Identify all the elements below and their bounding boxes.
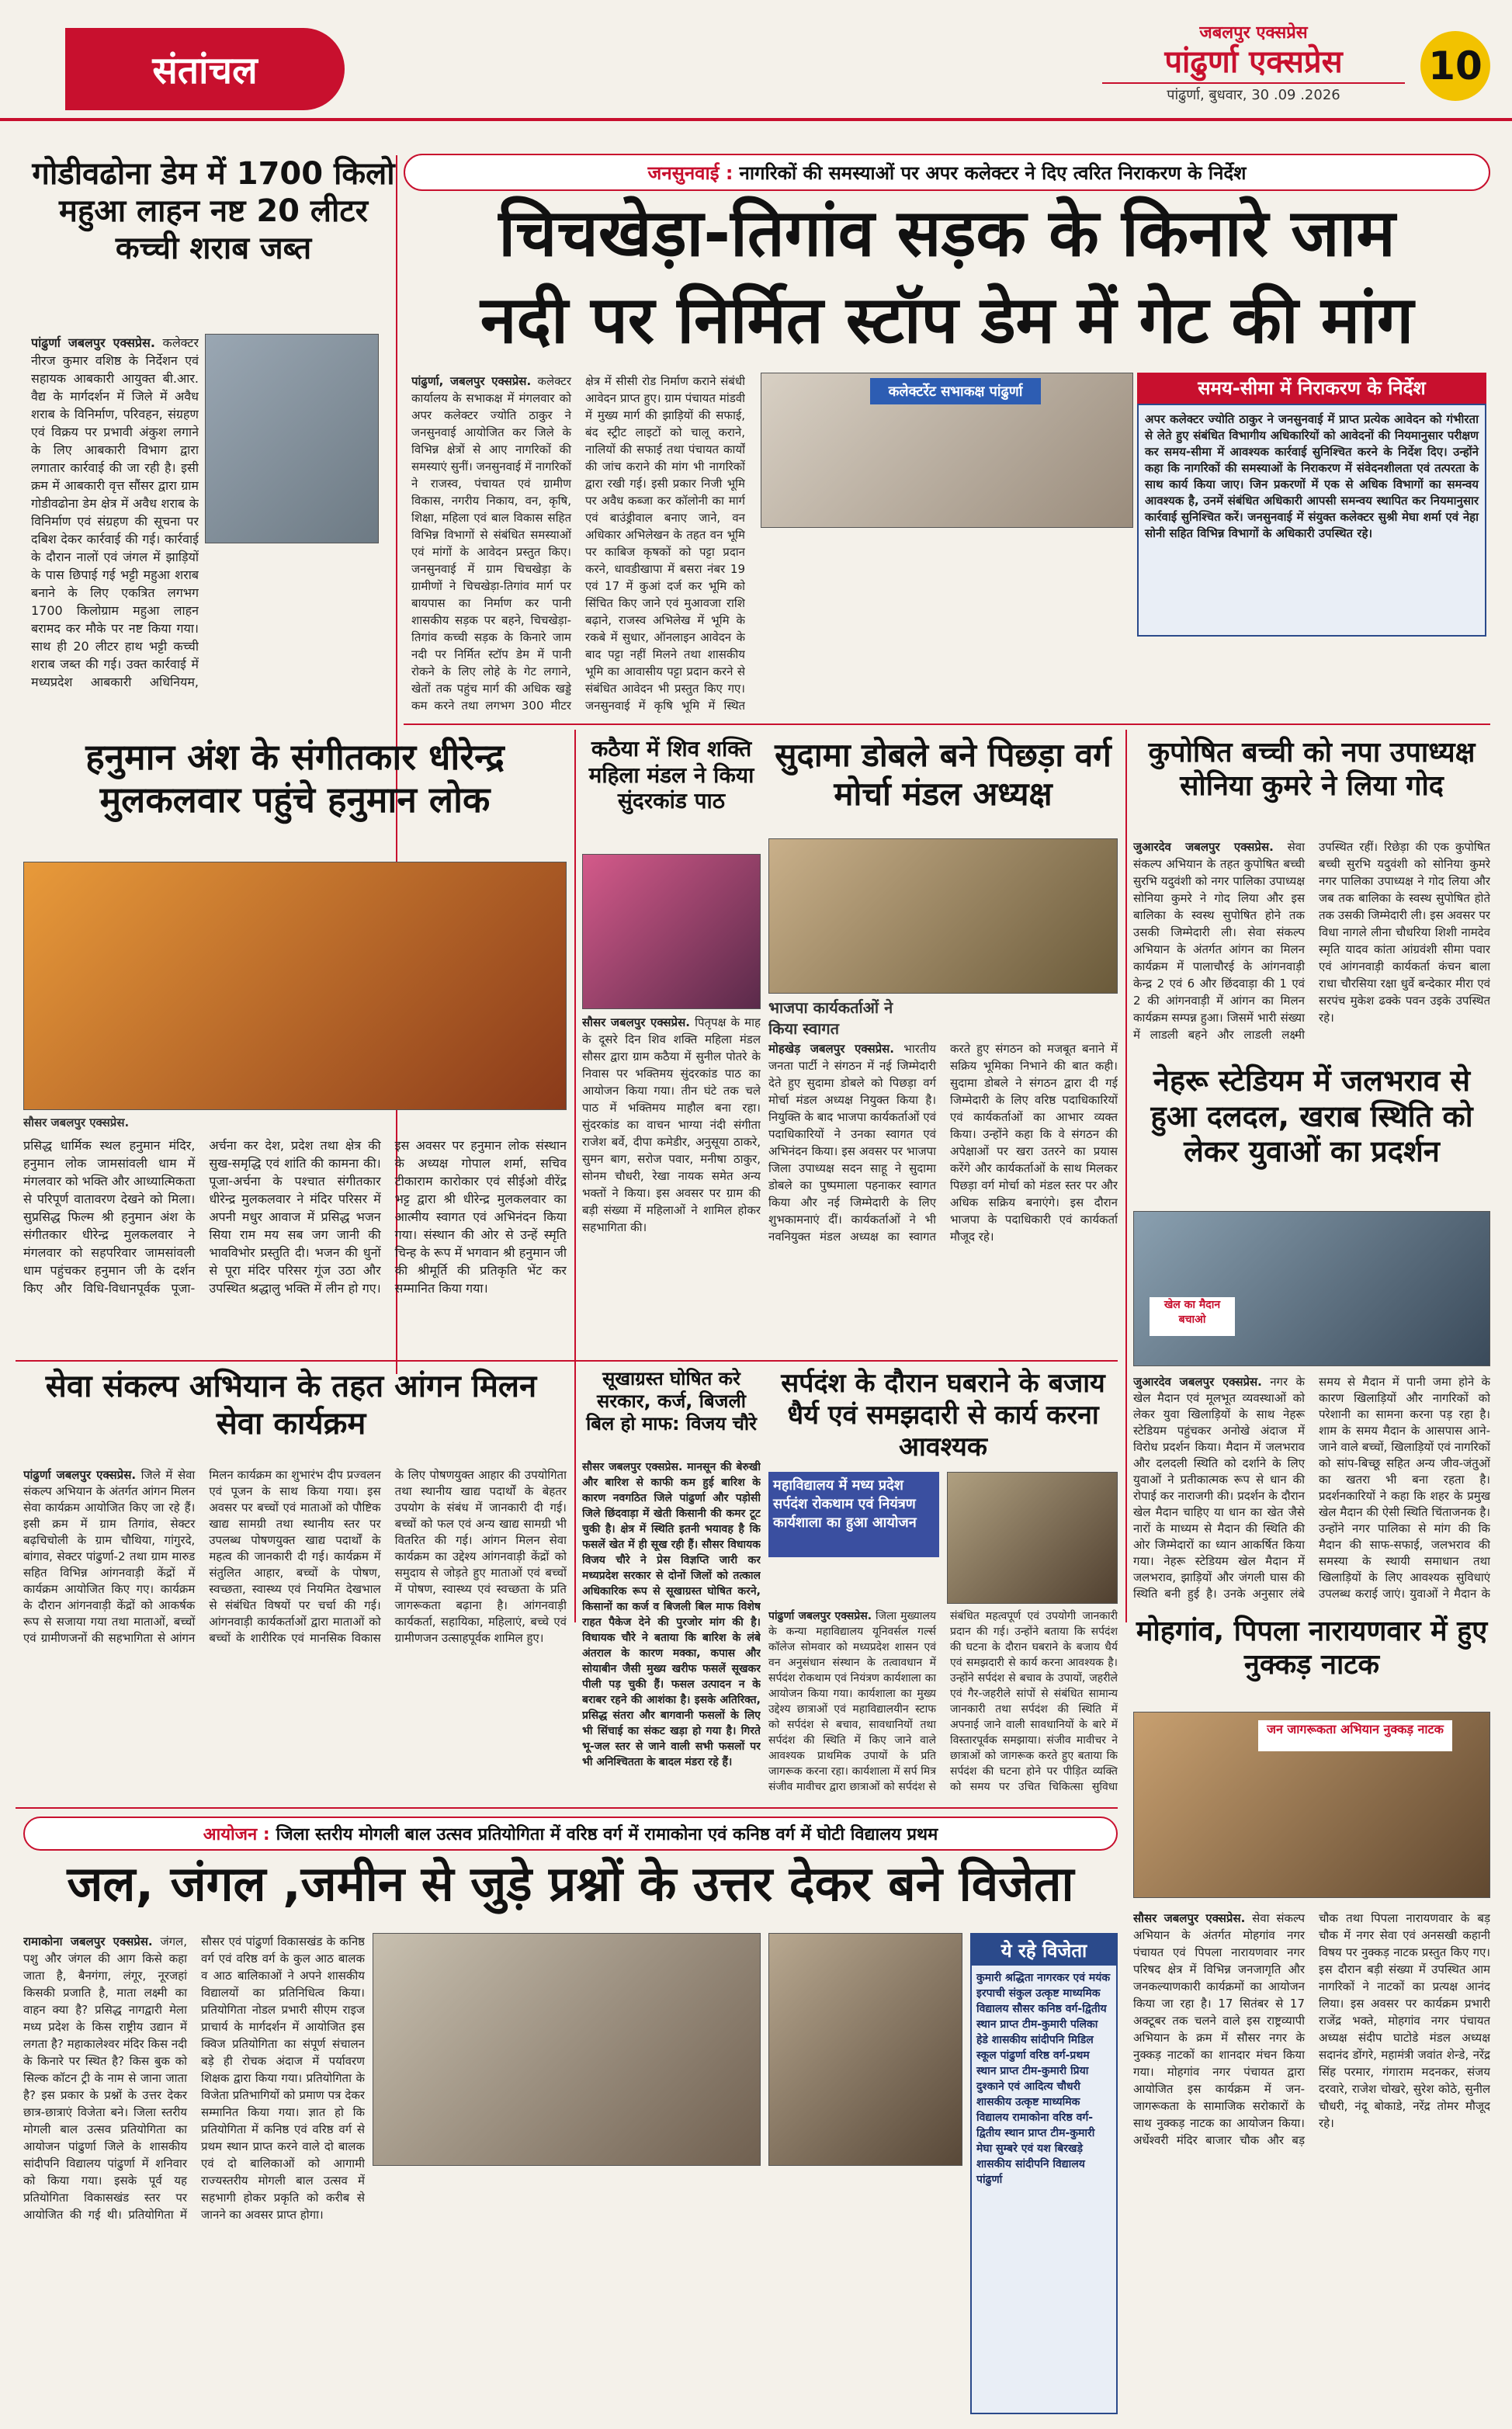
kuposhit-col	[1133, 838, 1490, 1056]
sarpdansh-byline: पांढुर्णा जबलपुर एक्सप्रेस.	[768, 1610, 872, 1622]
mogli-photo-2	[768, 1933, 962, 2166]
lead-byline: पांढुर्णा, जबलपुर एक्सप्रेस.	[411, 374, 532, 388]
hanuman-photo	[23, 862, 567, 1110]
kuposhit-byline: जुआरदेव जबलपुर एक्सप्रेस.	[1133, 840, 1274, 854]
story1-text: कलेक्टर नीरज कुमार वशिष्ठ के निर्देशन एवं सहायक आबकारी आयुक्त बी.आर. वैद्य के मार्गदर्शन में जिले में अवैध शराब के विनिर्माण, परिवहन, संग्रहण एवं विक्रय पर प्रभावी अंकुश लगाने के लिए आबकारी विभाग द्वारा लगातार कार्रवाई की जा रही है। इसी क्रम में आबकारी वृत्त सौंसर द्वारा ग्राम गोडीवढोना डेम क्षेत्र में अवैध शराब के विनिर्माण एवं संग्रहण की सूचना पर दबिश देकर कार्रवाई की गई। कार्रवाई के दौरान नालों एवं जंगल में झाड़ियों के पास छिपाई गई भट्टी महुआ शराब बनाने के लिए एकत्रित लगभग 1700 किलोग्राम महुआ लाहन बरामद कर मौके पर नष्ट किया गया। साथ ही 20 लीटर हाथ भट्टी कच्ची शराब जब्त की गई। उक्त कार्रवाई में मध्यप्रदेश आबकारी अधिनियम,	[31, 335, 199, 689]
divider	[574, 730, 576, 1622]
mohgaon-headline: मोहगांव, पिपला नारायणवार में हुए नुक्कड़ नाटक	[1136, 1615, 1488, 1681]
seva-headline: सेवा संकल्प अभियान के तहत आंगन मिलन सेवा कार्यक्रम	[45, 1369, 537, 1442]
story1-byline: पांढुर्णा जबलपुर एक्सप्रेस.	[31, 335, 155, 350]
seva-byline: पांढुर्णा जबलपुर एक्सप्रेस.	[23, 1468, 137, 1482]
sarpdansh-headline: सर्पदंश के दौरान घबराने के बजाय धैर्य एवं समझदारी से कार्य करना आवश्यक	[781, 1368, 1105, 1463]
mogli-photo-1	[373, 1933, 761, 2166]
lead-photo	[761, 373, 1133, 528]
lead-box	[1137, 373, 1486, 683]
seva-text: जिले में सेवा संकल्प अभियान के अंतर्गत आंगन मिलन सेवा कार्यक्रम आयोजित किए जा रहे हैं। इसी क्रम में ग्राम तिगांव, सेक्टर बढ़चिचोली के ग्राम चौथिया, गांगुरदे, बांगाव, सेक्टर पांढुर्णा-2 तथा ग्राम मारुड सहित विभिन्न आंगनवाड़ी केंद्रों में कार्यक्रम आयोजित किए गए। कार्यक्रम के दौरान आंगनवाड़ी केंद्रों को आकर्षक रूप से सजाया गया तथा माताओं, बच्चों एवं ग्रामीणजनों की सहभागिता से आंगन मिलन कार्यक्रम का शुभारंभ दीप प्रज्वलन एवं पूजन के साथ किया गया। इस अवसर पर बच्चों एवं माताओं को पौष्टिक खाद्य सामग्री तथा स्थानीय स्तर पर उपलब्ध पोषणयुक्त खाद्य पदार्थों के महत्व की जानकारी दी गई। कार्यक्रम में संतुलित आहार, बच्चों के पोषण, स्वच्छता, स्वास्थ्य एवं नियमित देखभाल से संबंधित विषयों पर चर्चा की गई। आंगनवाड़ी कार्यकर्ताओं द्वारा माताओं को बच्चों के शारीरिक एवं मानसिक विकास के लिए पोषणयुक्त आहार की उपयोगिता तथा स्थानीय खाद्य पदार्थों के बेहतर उपयोग के संबंध में जानकारी दी गई। बच्चों को फल एवं अन्य खाद्य सामग्री भी वितरित की गई। आंगन मिलन सेवा कार्यक्रम का उद्देश्य आंगनवाड़ी केंद्रों को समुदाय से जोड़ते हुए माताओं एवं बच्चों में पोषण, स्वास्थ्य एवं स्वच्छता के प्रति जागरूकता बढ़ाना है। आंगनवाड़ी कार्यकर्ता, सहायिका, महिलाएं, बच्चे एवं ग्रामीणजन उत्साहपूर्वक शामिल हुए।	[23, 1468, 567, 1645]
sarpdansh-text: जिला मुख्यालय के कन्या महाविद्यालय यूनिवर्सल गर्ल्स कॉलेज सोमवार को मध्यप्रदेश शासन एवं वन अनुसंधान संस्थान के तत्वावधान में सर्पदंश रोकथाम एवं नियंत्रण कार्यशाला का आयोजन किया गया। कार्यशाला का मुख्य उद्देश्य छात्राओं एवं महाविद्यालयीन स्टाफ को सर्पदंश से बचाव, सावधानियों तथा सर्पदंश की स्थिति में किए जाने वाले आवश्यक प्राथमिक उपायों के प्रति जागरूक करना रहा। कार्यशाला में सर्प मित्र संजीव मावीचर द्वारा छात्राओं को सर्पदंश से संबंधित महत्वपूर्ण एवं उपयोगी जानकारी प्रदान की गई। उन्होंने बताया कि सर्पदंश की घटना के दौरान घबराने के बजाय धैर्य एवं समझदारी से कार्य करना आवश्यक है। उन्होंने सर्पदंश से बचाव के उपायों, जहरीले एवं गैर-जहरीले सांपों से संबंधित सामान्य जानकारी तथा सर्पदंश की स्थिति में अपनाई जाने वाली सावधानियों के बारे में विस्तारपूर्वक समझाया। संजीव मावीचर ने छात्राओं को जागरूक करते हुए बताया कि सर्पदंश की घटना होने पर पीड़ित व्यक्ति को समय पर उचित चिकित्सा सुविधा	[768, 1610, 1118, 1793]
sookha-col	[582, 1459, 761, 1801]
kathaiya-col	[582, 1014, 761, 1355]
lead-kicker-text: नागरिकों की समस्याओं पर अपर कलेक्टर ने दिए त्वरित निराकरण के निर्देश	[739, 161, 1247, 184]
mogli-text: जंगल, पशु और जंगल की आग किसे कहा जाता है, बैनगंगा, लंगूर, नूरजहां किसकी प्रजाति है, माता लक्ष्मी का वाहन क्या है? प्रसिद्ध नागद्वारी मेला मध्य प्रदेश के किस राष्ट्रीय उद्यान में लगता है? महाकालेश्वर मंदिर किस नदी के किनारे पर स्थित है? किस बुक को सिल्क कॉटन ट्री के नाम से जाना जाता है? इस प्रकार के प्रश्नों के उत्तर देकर छात्र-छात्राएं विजेता बने। जिला स्तरीय मोगली बाल उत्सव प्रतियोगिता का आयोजन पांढुर्णा जिले के शासकीय सांदीपनि विद्यालय पांढुर्णा में शनिवार को किया गया। इसके पूर्व यह प्रतियोगिता विकासखंड स्तर पर आयोजित की गई थी। प्रतियोगिता में सौसर एवं पांढुर्णा विकासखंड के कनिष्ठ वर्ग एवं वरिष्ठ वर्ग के कुल आठ बालक व आठ बालिकाओं ने अपने शासकीय विद्यालयों का प्रतिनिधित्व किया। प्रतियोगिता नोडल प्रभारी सीएम राइज प्राचार्य के मार्गदर्शन में आयोजित इस क्विज प्रतियोगिता का संपूर्ण संचालन बड़े ही रोचक अंदाज में पर्यावरण शिक्षक द्वारा किया गया। प्रतियोगिता के विजेता प्रतिभागियों को प्रमाण पत्र देकर सम्मानित किया गया। ज्ञात हो कि प्रतियोगिता में कनिष्ठ एवं वरिष्ठ वर्ग से प्रथम स्थान प्राप्त करने वाले दो बालक एवं दो बालिकाओं को आगामी राज्यस्तरीय मोगली बाल उत्सव में सहभागी होकर प्रकृति को करीब से जानने का अवसर प्राप्त होगा।	[23, 1935, 365, 2222]
lead-kicker-label: जनसुनवाई :	[647, 161, 733, 184]
nehru-byline: जुआरदेव जबलपुर एक्सप्रेस.	[1133, 1375, 1262, 1389]
sudama-col	[768, 1040, 1118, 1351]
story1-col1	[31, 334, 199, 691]
page-number: 10	[1420, 31, 1490, 101]
lead-box-title: समय-सीमा में निराकरण के निर्देश	[1137, 373, 1486, 404]
kathaiya-byline: सौसर जबलपुर एक्सप्रेस.	[582, 1015, 690, 1029]
lead-box-text: अपर कलेक्टर ज्योति ठाकुर ने जनसुनवाई में प्राप्त प्रत्येक आवेदन को गंभीरता से लेते हुए संबंधित विभागीय अधिकारियों को आवेदनों की नियमानुसार परीक्षण कर समय-सीमा में आवश्यक कार्रवाई सुनिश्चित करने के निर्देश दिए। उन्होंने कहा कि नागरिकों की समस्याओं के निराकरण में संवेदनशीलता एवं तत्परता के साथ कार्य किया जाए। जिन प्रकरणों में एक से अधिक विभागों का समन्वय आवश्यक है, उनमें संबंधित अधिकारी आपसी समन्वय स्थापित कर नियमानुसार कार्रवाई सुनिश्चित करें। जनसुनवाई में संयुक्त कलेक्टर सुश्री मेघा शर्मा एवं नेहा सोनी सहित विभिन्न विभागों के अधिकारी उपस्थित रहे।	[1137, 404, 1486, 637]
sarpdansh-sub: महाविद्यालय में मध्य प्रदेश सर्पदंश रोकथाम एवं नियंत्रण कार्यशाला का हुआ आयोजन	[768, 1472, 939, 1557]
mogli-kicker	[23, 1817, 1118, 1851]
sudama-text: भारतीय जनता पार्टी ने संगठन में नई जिम्मेदारी देते हुए सुदामा डोबले को पिछड़ा वर्ग मोर्चा मंडल अध्यक्ष नियुक्त किया है। नियुक्ति के बाद भाजपा कार्यकर्ताओं एवं पदाधिकारियों ने उनका स्वागत एवं अभिनंदन किया। इस अवसर पर भाजपा जिला उपाध्यक्ष सदन साहू ने सुदामा डोबले का पुष्पमाला पहनाकर स्वागत किया और नई जिम्मेदारी के लिए शुभकामनाएं दीं। कार्यकर्ताओं ने भी नवनियुक्त मंडल अध्यक्ष का स्वागत करते हुए संगठन को मजबूत बनाने में सक्रिय भूमिका निभाने की बात कही। सुदामा डोबले ने संगठन द्वारा दी गई जिम्मेदारी के लिए वरिष्ठ पदाधिकारियों एवं कार्यकर्ताओं का आभार व्यक्त किया। उन्होंने कहा कि वे संगठन की अपेक्षाओं पर खरा उतरने का प्रयास करेंगे और कार्यकर्ताओं के साथ मिलकर पिछड़ा वर्ग मोर्चा को मंडल स्तर पर और अधिक सक्रिय बनाएंगे। इस दौरान भाजपा के पदाधिकारी एवं कार्यकर्ता मौजूद रहे।	[768, 1042, 1118, 1244]
lead-kicker	[404, 154, 1490, 191]
divider	[1125, 730, 1127, 1622]
mohgaon-col	[1133, 1910, 1490, 2422]
mohgaon-byline: सौसर जबलपुर एक्सप्रेस.	[1133, 1911, 1246, 1925]
hanuman-headline: हनुमान अंश के संगीतकार धीरेन्द्र मुलकलवार पहुंचे हनुमान लोक	[85, 736, 505, 821]
mogli-byline: रामाकोना जबलपुर एक्सप्रेस.	[23, 1935, 153, 1948]
mogli-col	[23, 1933, 365, 2414]
sudama-caption: भाजपा कार्यकर्ताओं ने किया स्वागत	[768, 998, 893, 1036]
mohgaon-text: सेवा संकल्प अभियान के अंतर्गत मोहगांव नगर पंचायत एवं पिपला नारायणवार नगर परिषद क्षेत्र में विभिन्न जनजागृति और जनकल्याणकारी कार्यक्रमों का आयोजन किया जा रहा है। 17 सितंबर से 17 अक्टूबर तक चलने वाले इस राष्ट्रव्यापी अभियान के क्रम में सौसर नगर के नुक्कड़ नाटकों का शानदार मंचन किया गया। मोहगांव नगर पंचायत द्वारा आयोजित इस कार्यक्रम में जन-जागरूकता के सामाजिक सरोकारों के साथ नुक्कड़ नाटक का आयोजन किया। अर्धेश्वरी मंदिर बाजार चौक और बड़ चौक तथा पिपला नारायणवार के बड़ चौक में नगर सेवा एवं अनसखी कहानी विषय पर नुक्कड़ नाटक प्रस्तुत किए गए। इस दौरान बड़ी संख्या में उपस्थित आम नागरिकों ने नाटकों का प्रत्यक्ष आनंद लिया। इस अवसर पर कार्यक्रम प्रभारी राजेंद्र भक्ते, मोहगांव नगर पंचायत अध्यक्ष संदीप घाटोडे मंडल अध्यक्ष सदानंद डोंगरे, महामंत्री जवांत शेन्डे, नरेंद्र सिंह परमार, गंगाराम मदनकर, संजय दरवारे, राजेश चोखरे, सुरेश कोठे, सुनील चौधरी, नंदू बोकाडे, नरेंद्र तोमर मौजूद रहे।	[1133, 1911, 1490, 2147]
hanuman-caption: सौसर जबलपुर एक्सप्रेस.	[23, 1116, 130, 1129]
nehru-text: नगर के खेल मैदान एवं मूलभूत व्यवस्थाओं को लेकर युवा खिलाड़ियों के साथ नेहरू स्टेडियम पहुंचकर अनोखे अंदाज में विरोध प्रदर्शन किया। मैदान में जलभराव और दलदली स्थिति को दर्शाने के लिए युवाओं ने प्रतीकात्मक रूप से धान की रोपाई कर नाराजगी की। प्रदर्शन के दौरान खेल मैदान चाहिए या धान का खेत जैसे नारों के माध्यम से मैदान की स्थिति की ओर जिम्मेदारों का ध्यान आकर्षित किया गया। नेहरू स्टेडियम खेल मैदान में जलभराव, झाड़ियों और जंगली घास की स्थिति बनी हुई है। उनके अनुसार लंबे समय से मैदान में पानी जमा होने के कारण खिलाड़ियों और नागरिकों को परेशानी का सामना करना पड़ रहा है। शाम के समय मैदान के आसपास आने-जाने वाले बच्चों, खिलाड़ियों एवं नागरिकों को सांप-बिच्छू सहित अन्य जीव-जंतुओं का खतरा भी बना रहता है। प्रदर्शनकारियों ने कहा कि शहर के प्रमुख खेल मैदान की ऐसी स्थिति चिंताजनक है। उन्होंने नगर पालिका से मांग की कि मैदान की साफ-सफाई, जलभराव की समस्या के स्थायी समाधान तथा खिलाड़ियों के लिए आवश्यक सुविधाएं उपलब्ध कराई जाएं। युवाओं ने मैदान के	[1133, 1375, 1490, 1601]
mogli-kicker-text: जिला स्तरीय मोगली बाल उत्सव प्रतियोगिता में वरिष्ठ वर्ग में रामाकोना एवं कनिष्ठ वर्ग में घोटी विद्यालय प्रथम	[276, 1825, 938, 1844]
masthead-top: जबलपुर एक्सप्रेस	[1199, 23, 1308, 43]
mogli-kicker-label: आयोजन :	[203, 1825, 270, 1844]
header-rule	[0, 118, 1512, 121]
nehru-photo	[1133, 1211, 1490, 1366]
kathaiya-text: पितृपक्ष के माह के दूसरे दिन शिव शक्ति महिला मंडल सौसर द्वारा ग्राम कठैया में सुनील पोतरे के निवास पर भक्तिमय सुंदरकांड पाठ का आयोजन किया गया। तीन घंटे तक चले पाठ में भक्तिमय माहौल बना रहा। सुंदरकांड का वाचन भाग्या नंदी संगीता राजेश बर्वे, दीपा कमेडीर, अनुसूया ठाकरे, सुमन बाग, सरोज पवार, मनीषा ठाकुर, सोनम चौधरी, रेखा नायक समेत अन्य भक्तों ने किया। इस अवसर पर ग्राम की बड़ी संख्या में महिलाओं ने शामिल होकर सहभागिता की।	[582, 1015, 761, 1234]
mohgaon-banner: जन जागरूकता अभियान नुक्कड़ नाटक	[1258, 1720, 1452, 1751]
masthead	[1102, 20, 1405, 113]
sookha-headline: सूखाग्रस्त घोषित करे सरकार, कर्ज, बिजली बिल हो माफ: विजय चौरे	[586, 1368, 757, 1435]
section-tab: संतांचल	[65, 28, 345, 110]
divider	[16, 1360, 1118, 1362]
kuposhit-text: सेवा संकल्प अभियान के तहत कुपोषित बच्ची सुरभि यदुवंशी को नगर पालिका उपाध्यक्ष सोनिया कुमरे ने गोद लिया और इस बालिका के स्वस्थ सुपोषित होने तक उसकी जिम्मेदारी ली। सेवा संकल्प अभियान के अंतर्गत आंगन का मिलन कार्यक्रम में पालाचौरई के आंगनवाड़ी केन्द्र 2 एवं 6 और छिंदवाड़ा की 1 एवं 2 की आंगनवाड़ी में आंगन का मिलन कार्यक्रम सम्पन्न हुआ। जिसमें भारी संख्या में लाडली बहने और लाडली लक्ष्मी उपस्थित रहीं। रिछेड़ा की एक कुपोषित बच्ची सुरभि यदुवंशी को सोनिया कुमरे नगर पालिका उपाध्यक्ष ने गोद लिया और जब तक बालिका के स्वस्थ सुपोषित होते तक उसकी जिम्मेदारी ली। इस अवसर पर विधा नागले लीना चौधरिया शिशी नामदेव स्मृति यादव कांता आंग्रवंशी सीमा पवार एवं आंगनवाड़ी कार्यकर्ता कंचन बाला राधा चौरसिया रक्षा धुर्वे बन्देकार मीरा एवं सरपंच मुकेश ढक्के पवन उइके उपस्थित रहे।	[1133, 840, 1490, 1042]
divider	[404, 723, 1490, 725]
sudama-photo	[768, 838, 1118, 994]
sookha-text: मानसून की बेरुखी और बारिश से काफी कम हुई बारिश के कारण नवगठित जिले पांढुर्णा और पड़ोसी जिले छिंदवाड़ा में खेती किसानी की कमर टूट चुकी है। क्षेत्र में स्थिति इतनी भयावह है कि फसलें खेत में ही सूख रही हैं। सौसर विधायक विजय चौरे ने प्रेस विज्ञप्ति जारी कर मध्यप्रदेश सरकार से दोनों जिलों को तत्काल अधिकारिक रूप से सूखाग्रस्त घोषित करने, किसानों का कर्ज व बिजली बिल माफ विशेष राहत पैकेज देने की पुरजोर मांग की है। विधायक चौरे ने बताया कि बारिश के लंबे अंतराल के कारण मक्का, कपास और सोयाबीन जैसी मुख्य खरीफ फसलें सूखकर पीली पड़ चुकी हैं। फसल उत्पादन न के बराबर रहने की आशंका है। इसके अतिरिक्त, प्रसिद्ध संतरा और बागवानी फसलों के लिए भी सिंचाई का संकट खड़ा हो गया है। गिरते भू-जल स्तर से जाने वाली सभी फसलों पर भी अनिश्चितता के बादल मंडरा रहे हैं।	[582, 1461, 761, 1768]
sookha-byline: सौसर जबलपुर एक्सप्रेस.	[582, 1461, 683, 1473]
dateline: पांढुर्णा, बुधवार, 30 .09 .2026	[1102, 82, 1405, 104]
sudama-byline: मोहखेड़ जबलपुर एक्सप्रेस.	[768, 1042, 894, 1056]
winners-title: ये रहे विजेता	[972, 1935, 1116, 1966]
mogli-headline: जल, जंगल ,जमीन से जुड़े प्रश्नों के उत्तर देकर बने विजेता	[67, 1855, 1074, 1912]
lead-banner: कलेक्टर्रेट सभाकक्ष पांढुर्णा	[870, 378, 1041, 404]
nehru-headline: नेहरू स्टेडियम में जलभराव से हुआ दलदल, खराब स्थिति को लेकर युवाओं का प्रदर्शन	[1150, 1064, 1473, 1169]
lead-headline-1: चिचखेड़ा-तिगांव सड़क के किनारे जाम	[498, 195, 1396, 271]
divider	[16, 1807, 1118, 1809]
nehru-banner: खेल का मैदान बचाओ	[1150, 1297, 1235, 1336]
lead-text: कलेक्टर कार्यालय के सभाकक्ष में मंगलवार को अपर कलेक्टर ज्योति ठाकुर ने जनसुनवाई आयोजित कर जिले के विभिन्न क्षेत्रों से आए नागरिकों की समस्याएं सुनीं। जनसुनवाई में नागरिकों ने राजस्व, पंचायत एवं ग्रामीण विकास, नगरीय निकाय, वन, कृषि, शिक्षा, महिला एवं बाल विकास सहित विभिन्न विभागों से संबंधित समस्याओं एवं मांगों के आवेदन प्रस्तुत किए। जनसुनवाई में ग्राम चिचखेड़ा के ग्रामीणों ने चिचखेड़ा-तिगांव मार्ग पर बायपास का निर्माण कर पानी शासकीय सड़क पर बहने, चिचखेड़ा-तिगांव कच्ची सड़क के किनारे जाम नदी पर निर्मित स्टॉप डेम में पानी रोकने के लिए लोहे के गेट लगाने, खेतों तक पहुंच मार्ग की अधिक खड्डे कम करने तथा लगभग 300 मीटर क्षेत्र में सीसी रोड निर्माण कराने संबंधी आवेदन प्राप्त हुए। ग्राम पंचायत मांडवी में मुख्य मार्ग की झाड़ियों की सफाई, बंद स्ट्रीट लाइटों को चालू कराने, नालियों की सफाई तथा पंचायत कार्यों की जांच कराने की मांग भी नागरिकों द्वारा रखी गई। इसी प्रकार निजी भूमि पर अवैध कब्जा कर कॉलोनी का मार्ग एवं बाउंड्रीवाल बनाए जाने, वन अधिकार अभिलेखन के तहत वन भूमि पर काबिज कृषकों को पट्टा प्रदान करने, धावडीखापा में बसरा नंबर 19 एवं 17 में कुआं दर्ज कर भूमि को सिंचित किए जाने एवं मुआवजा राशि बढ़ाने, राजस्व अभिलेख में भूमि के रकबे में सुधार, ऑनलाइन आवेदन के बाद पट्टा नहीं मिलने तथा शासकीय भूमि का आवासीय पट्टा प्रदान करने से संबंधित आवेदन भी प्रस्तुत किए गए। जनसुनवाई में कृषि भूमि में स्थित	[411, 374, 745, 713]
mohgaon-photo	[1133, 1712, 1490, 1898]
hanuman-text: प्रसिद्ध धार्मिक स्थल हनुमान मंदिर, हनुमान लोक जामसांवली धाम में मंगलवार को भक्ति और आध्यात्मिकता से परिपूर्ण वातावरण देखने को मिला। सुप्रसिद्ध फिल्म श्री हनुमान अंश के संगीतकार धीरेन्द्र मुलकलवार ने मंगलवार को सहपरिवार जामसांवली धाम पहुंचकर हनुमान जी के दर्शन किए और विधि-विधानपूर्वक पूजा-अर्चना कर देश, प्रदेश तथा क्षेत्र की सुख-समृद्धि एवं शांति की कामना की। पूजा-अर्चना के पश्चात संगीतकार धीरेन्द्र मुलकलवार ने मंदिर परिसर में अपनी मधुर आवाज में प्रसिद्ध भजन सिया राम मय सब जग जानी की भावविभोर प्रस्तुति दी। भजन की धुनों से पूरा मंदिर परिसर गूंज उठा और उपस्थित श्रद्धालु भक्ति में लीन हो गए। इस अवसर पर हनुमान लोक संस्थान के अध्यक्ष गोपाल शर्मा, सचिव टीकाराम कारोकार एवं सीईओ वीरेंद्र भट्ट द्वारा श्री धीरेन्द्र मुलकलवार का आत्मीय स्वागत एवं अभिनंदन किया गया। संस्थान की ओर से उन्हें स्मृति चिन्ह के रूप में भगवान श्री हनुमान जी की श्रीमूर्ति की प्रतिकृति भेंट कर सम्मानित किया गया।	[23, 1138, 567, 1296]
winners-text: कुमारी श्रद्धिता नागरकर एवं मयंक इरपाची संकुल उत्कृष्ट माध्यमिक विद्यालय सौसर कनिष्ठ वर्ग-द्वितीय स्थान प्राप्त टीम-कुमारी पलिका हेडे शासकीय सांदीपनि मिडिल स्कूल पांढुर्णा वरिष्ठ वर्ग-प्रथम स्थान प्राप्त टीम-कुमारी प्रिया दुश्काने एवं आदित्य चौधरी शासकीय उत्कृष्ट माध्यमिक विद्यालय रामाकोना वरिष्ठ वर्ग-द्वितीय स्थान प्राप्त टीम-कुमारी मेघा सुम्बरे एवं यश बिरखड़े शासकीय सांदीपनि विद्यालय पांढुर्णा	[976, 1972, 1111, 2186]
kathaiya-headline: कठैया में शिव शक्ति महिला मंडल ने किया सुंदरकांड पाठ	[588, 736, 754, 814]
kuposhit-headline: कुपोषित बच्ची को नपा उपाध्यक्ष सोनिया कुमरे ने लिया गोद	[1148, 737, 1476, 803]
mogli-winners	[970, 1933, 1118, 2414]
sarpdansh-photo	[947, 1472, 1118, 1604]
seva-col	[23, 1467, 567, 1801]
sudama-headline: सुदामा डोबले बने पिछड़ा वर्ग मोर्चा मंडल अध्यक्ष	[775, 736, 1111, 814]
story1-headline: गोडीवढोना डेम में 1700 किलो महुआ लाहन नष्ट 20 लीटर कच्ची शराब जब्त	[32, 156, 395, 266]
story1-photo	[205, 334, 379, 543]
masthead-brand: पांढुर्णा एक्सप्रेस	[1164, 44, 1343, 80]
lead-headline-2: नदी पर निर्मित स्टॉप डेम में गेट की मांग	[480, 282, 1414, 358]
sarpdansh-col	[768, 1608, 1118, 1803]
kathaiya-photo	[582, 854, 761, 1009]
lead-col-left	[411, 373, 745, 714]
nehru-col	[1133, 1374, 1490, 1607]
